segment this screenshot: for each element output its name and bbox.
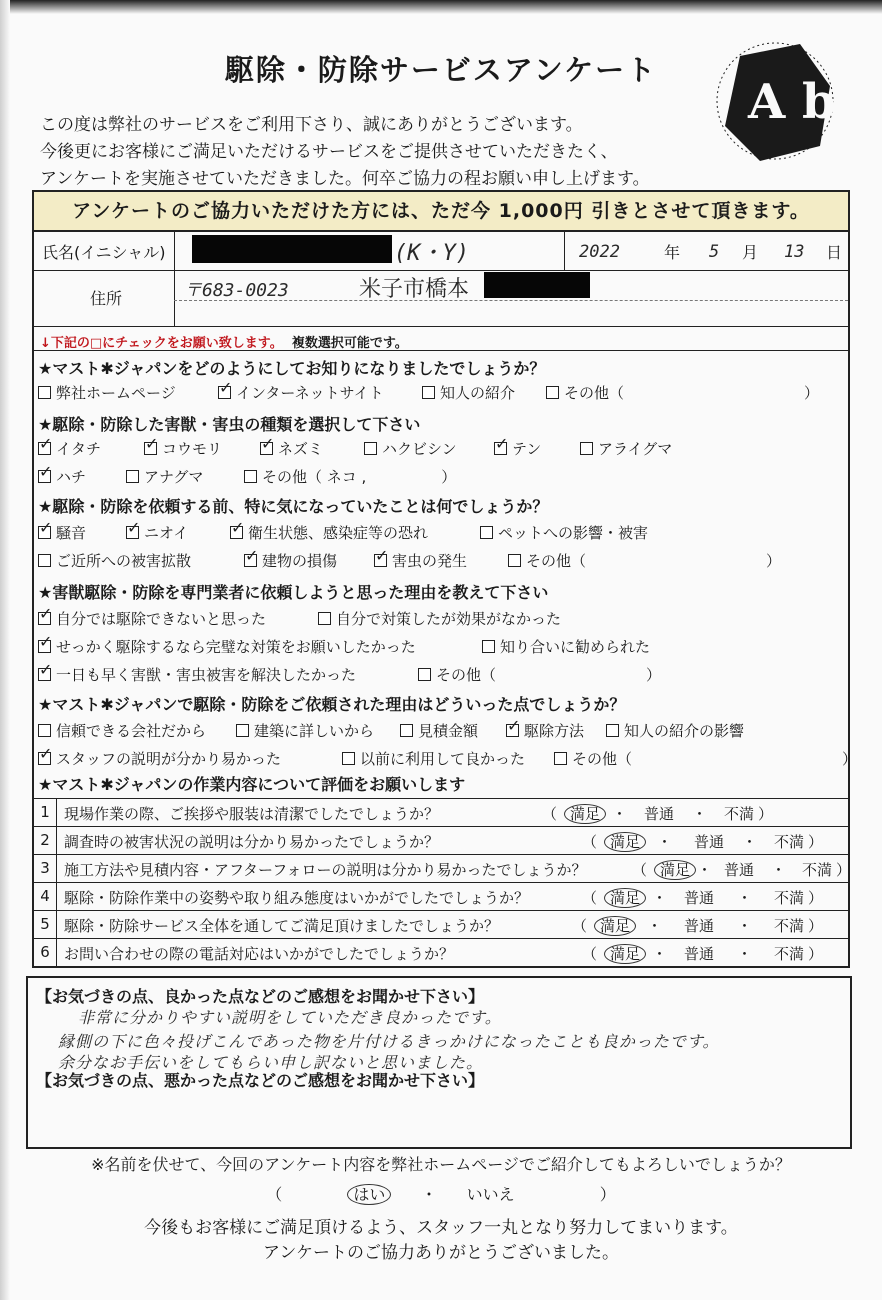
rating-title: ★マスト✱ジャパンの作業内容について評価をお願いします — [38, 775, 466, 794]
checkbox-label: その他（ ） — [564, 384, 820, 402]
name-label: 氏名(イニシャル) — [42, 243, 166, 262]
divider — [34, 798, 848, 799]
checkbox-label: 騒音 — [56, 524, 87, 542]
checkbox[interactable] — [38, 554, 51, 567]
checkbox-option[interactable] — [244, 466, 456, 487]
checkbox[interactable] — [244, 470, 257, 483]
checkbox-option[interactable] — [374, 550, 467, 571]
paren: （ — [542, 805, 558, 823]
section-title: ★害獣駆除・防除を専門業者に依頼しようと思った理由を教えて下さい — [38, 583, 549, 602]
intro-line: 今後更にお客様にご満足いただけるサービスをご提供させていただきたく、 — [40, 142, 618, 162]
address-value[interactable]: 米子市橋本 — [359, 277, 470, 302]
page-title: 駆除・防除サービスアンケート — [224, 53, 658, 87]
checkbox-label: 建物の損傷 — [262, 552, 338, 570]
rating-number: 2 — [40, 831, 50, 849]
intro-line: アンケートを実施させていただきました。何卒ご協力の程お願い申し上げます。 — [40, 169, 650, 189]
checkbox-label: 自分では駆除できないと思った — [56, 610, 267, 628]
redaction-bar — [192, 235, 392, 263]
checkbox-label: 自分で対策したが効果がなかった — [336, 610, 562, 628]
separator: ・ — [652, 945, 668, 963]
rating-choice[interactable]: 普通 — [684, 945, 715, 963]
checkbox[interactable] — [400, 724, 413, 737]
checkbox-option[interactable] — [422, 382, 515, 403]
postal-code[interactable]: 〒683-0023 — [184, 280, 289, 301]
rating-choice[interactable]: 普通 — [684, 889, 715, 907]
rating-choice-cell — [724, 859, 754, 880]
checkbox-label: 以前に利用して良かった — [360, 750, 526, 768]
comment-box — [26, 976, 852, 1149]
rating-choice-cell — [604, 887, 646, 908]
rating-choice-cell — [774, 887, 804, 908]
checkbox-label: 駆除方法 — [524, 722, 585, 740]
rating-number: 4 — [40, 887, 50, 905]
paren: ） — [808, 917, 824, 935]
divider — [34, 350, 848, 351]
discount-banner: アンケートのご協力いただけた方には、ただ今 1,000円 引きとさせて頂きます。 — [34, 192, 848, 232]
date-day[interactable]: 13 — [784, 242, 805, 262]
date-year[interactable]: 2022 — [579, 242, 620, 262]
checkbox-option[interactable] — [126, 522, 188, 543]
rating-question: お問い合わせの際の電話対応はいかがでしたでしょうか？ — [64, 945, 455, 963]
checkbox-label: イタチ — [56, 440, 102, 458]
checkbox-option[interactable] — [38, 636, 416, 657]
rating-number: 6 — [40, 943, 50, 961]
divider — [56, 798, 57, 966]
rating-choice-cell — [684, 943, 714, 964]
closing-line: 今後もお客様にご満足頂けるよう、スタッフ一丸となり努力してまいります。 — [144, 1218, 738, 1238]
checkbox[interactable] — [422, 386, 435, 399]
rating-choice-cell — [604, 943, 646, 964]
comment-line[interactable]: 余分なお手伝いをしてもらい申し訳ないと思いました。 — [58, 1053, 484, 1072]
date-day-unit: 日 — [826, 243, 843, 262]
checkbox[interactable] — [494, 442, 507, 455]
rating-number: 1 — [40, 803, 50, 821]
good-points-title: 【お気づきの点、良かった点などのご感想をお聞かせ下さい】 — [36, 987, 485, 1006]
paren: ） — [758, 805, 774, 823]
rating-choice-cell — [774, 915, 804, 936]
redaction-bar — [484, 272, 590, 298]
checkbox[interactable] — [606, 724, 619, 737]
checkbox-label: ハクビシン — [382, 440, 457, 458]
checkbox-label: せっかく駆除するなら完璧な対策をお願いしたかった — [56, 638, 416, 656]
section-title: ★駆除・防除した害獣・害虫の種類を選択して下さい — [38, 415, 421, 434]
checkbox[interactable] — [364, 442, 377, 455]
rating-number: 5 — [40, 915, 50, 933]
paren-open: （ — [266, 1185, 283, 1204]
rating-choice-cell — [774, 943, 804, 964]
company-logo — [700, 26, 850, 176]
rating-choice[interactable]: 普通 — [644, 805, 675, 823]
checkbox-label: ニオイ — [144, 524, 189, 542]
checkbox-label: 衛生状態、感染症等の恐れ — [248, 524, 429, 542]
checkbox-option[interactable] — [38, 550, 191, 571]
checkbox[interactable] — [38, 752, 51, 765]
checkbox-option[interactable] — [38, 438, 101, 459]
checkbox[interactable] — [126, 526, 139, 539]
rating-number: 3 — [40, 859, 50, 877]
checkbox[interactable] — [218, 386, 231, 399]
divider — [564, 230, 565, 270]
checkbox-option[interactable] — [606, 720, 744, 741]
note-red: ↓下記の□にチェックをお願い致します。 — [40, 336, 283, 351]
separator: ・ — [657, 833, 673, 851]
publish-choice: （ はい ・ いいえ ） — [266, 1185, 616, 1204]
checkbox[interactable] — [480, 526, 493, 539]
rating-choice[interactable]: 満足 — [594, 916, 636, 936]
rating-choice[interactable]: 普通 — [724, 861, 755, 879]
checkbox-option[interactable] — [318, 608, 561, 629]
survey-table — [32, 190, 858, 968]
checkbox-option[interactable] — [244, 550, 337, 571]
checkbox[interactable] — [230, 526, 243, 539]
separator: ・ — [692, 805, 708, 823]
checkbox-label: 信頼できる会社だから — [56, 722, 207, 740]
checkbox-label: 知人の紹介 — [440, 384, 516, 402]
checkbox[interactable] — [508, 554, 521, 567]
checkbox-option[interactable] — [38, 522, 86, 543]
rating-choice-cell — [774, 831, 804, 852]
checkbox[interactable] — [236, 724, 249, 737]
rating-choice-cell — [724, 803, 754, 824]
checkbox[interactable] — [38, 640, 51, 653]
checkbox-option[interactable] — [400, 720, 478, 741]
rating-choice[interactable]: 満足 — [604, 888, 646, 908]
rating-choice[interactable]: 不満 — [774, 917, 805, 935]
divider — [34, 910, 848, 911]
separator: ・ — [737, 917, 753, 935]
checkbox[interactable] — [546, 386, 559, 399]
checkbox[interactable] — [260, 442, 273, 455]
date-month-unit: 月 — [742, 243, 759, 262]
logo-text: A b — [748, 74, 836, 130]
checkbox-label: ネズミ — [278, 440, 324, 458]
closing-line: アンケートのご協力ありがとうございました。 — [263, 1243, 619, 1263]
rating-choice-cell — [654, 859, 696, 880]
rating-choice[interactable]: 不満 — [774, 833, 805, 851]
divider — [174, 230, 175, 326]
checkbox-option[interactable] — [480, 522, 648, 543]
checkbox-option[interactable] — [236, 720, 374, 741]
separator: ・ — [737, 945, 753, 963]
checkbox[interactable] — [38, 612, 51, 625]
divider — [34, 882, 848, 883]
checkbox-option[interactable] — [38, 720, 206, 741]
checkbox[interactable] — [38, 668, 51, 681]
checkbox-option[interactable] — [580, 438, 672, 459]
paren: ） — [808, 833, 824, 851]
checkbox-label: 建築に詳しいから — [254, 722, 375, 740]
paren: （ — [632, 861, 648, 879]
checkbox-option[interactable] — [38, 748, 281, 769]
checkbox-label: スタッフの説明が分かり易かった — [56, 750, 282, 768]
scan-shadow-top — [0, 0, 882, 14]
rating-choice[interactable]: 不満 — [774, 945, 805, 963]
yes-option[interactable]: はい — [347, 1184, 391, 1205]
rating-choice-cell — [604, 831, 646, 852]
checkbox-option[interactable] — [144, 438, 222, 459]
rating-choice[interactable]: 満足 — [604, 944, 646, 964]
rating-choice[interactable]: 満足 — [604, 832, 646, 852]
checkbox-option[interactable] — [38, 466, 86, 487]
checkbox-option[interactable] — [230, 522, 428, 543]
checkbox[interactable] — [418, 668, 431, 681]
checkbox-option[interactable] — [38, 608, 266, 629]
checkbox[interactable] — [342, 752, 355, 765]
intro-line: この度は弊社のサービスをご利用下さり、誠にありがとうございます。 — [40, 115, 583, 135]
rating-choice-cell — [644, 803, 674, 824]
paren-close: ） — [599, 1185, 616, 1204]
checkbox-label: ハチ — [56, 468, 87, 486]
rating-choice-cell — [684, 887, 714, 908]
checkbox-label: 知り合いに勧められた — [500, 638, 651, 656]
comment-line[interactable]: 縁側の下に色々投げこんであった物を片付けるきっかけになったことも良かったです。 — [58, 1032, 720, 1051]
date-year-unit: 年 — [664, 243, 681, 262]
rating-question: 施工方法や見積内容・アフターフォローの説明は分かり易かったでしょうか？ — [64, 861, 587, 879]
rating-choice-cell — [564, 803, 606, 824]
rating-choice[interactable]: 普通 — [694, 833, 725, 851]
no-option[interactable]: いいえ — [466, 1185, 515, 1204]
paren: （ — [582, 945, 598, 963]
checkbox[interactable] — [482, 640, 495, 653]
address-label: 住所 — [90, 289, 123, 308]
checkbox[interactable] — [38, 470, 51, 483]
checkbox-option[interactable] — [554, 748, 857, 769]
rating-choice-cell — [594, 915, 636, 936]
paren: ） — [808, 889, 824, 907]
rating-choice[interactable]: 満足 — [564, 804, 606, 824]
rating-choice[interactable]: 普通 — [684, 917, 715, 935]
date-month[interactable]: 5 — [709, 242, 720, 262]
checkbox[interactable] — [554, 752, 567, 765]
checkbox-option[interactable] — [508, 550, 781, 571]
separator: ・ — [771, 861, 787, 879]
comment-line[interactable]: 非常に分かりやすい説明をしていただき良かったです。 — [78, 1008, 502, 1027]
checkbox-label: ご近所への被害拡散 — [56, 552, 192, 570]
divider — [34, 326, 848, 327]
checkbox-option[interactable] — [218, 382, 384, 403]
checkbox-label: その他（ ） — [572, 750, 858, 768]
checkbox-label: その他（ ） — [436, 666, 662, 684]
separator: ・ — [742, 833, 758, 851]
checkbox-label: アライグマ — [598, 440, 673, 458]
name-initials[interactable]: (K・Y) — [394, 241, 469, 266]
publish-question: ※名前を伏せて、今回のアンケート内容を弊社ホームページでご紹介してもよろしいでしょうか？ — [91, 1155, 791, 1174]
checkbox-label: その他（ ネコ , ） — [262, 468, 457, 486]
rating-choice[interactable]: 満足 — [654, 860, 696, 880]
checkbox-option[interactable] — [482, 636, 650, 657]
checkbox-label: ペットへの影響・被害 — [498, 524, 649, 542]
paren: （ — [582, 889, 598, 907]
checkbox-label: 知人の紹介の影響 — [624, 722, 745, 740]
rating-question: 駆除・防除作業中の姿勢や取り組み態度はいかがでしたでしょうか？ — [64, 889, 530, 907]
note-black: 複数選択可能です。 — [291, 336, 408, 351]
separator: ・ — [697, 861, 713, 879]
checkbox-option[interactable] — [546, 382, 819, 403]
bad-points-title: 【お気づきの点、悪かった点などのご感想をお聞かせ下さい】 — [36, 1071, 485, 1090]
divider — [34, 854, 848, 855]
paren: ） — [808, 945, 824, 963]
checkbox-option[interactable] — [38, 664, 356, 685]
checkbox[interactable] — [244, 554, 257, 567]
separator: ・ — [647, 917, 663, 935]
rating-question: 現場作業の際、ご挨拶や服装は清潔でしたでしょうか？ — [64, 805, 440, 823]
section-title: ★マスト✱ジャパンで駆除・防除をご依頼された理由はどういった点でしょうか？ — [38, 695, 626, 714]
paren: （ — [582, 833, 598, 851]
checkbox[interactable] — [38, 442, 51, 455]
rating-choice[interactable]: 不満 — [724, 805, 755, 823]
checkbox-label: 弊社ホームページ — [56, 384, 176, 402]
checkbox[interactable] — [144, 442, 157, 455]
checkbox[interactable] — [38, 724, 51, 737]
divider — [34, 826, 848, 827]
checkbox-option[interactable] — [418, 664, 661, 685]
checkbox-option[interactable] — [38, 382, 176, 403]
divider — [34, 938, 848, 939]
checkbox-option[interactable] — [126, 466, 203, 487]
checkbox[interactable] — [374, 554, 387, 567]
checkbox[interactable] — [506, 724, 519, 737]
checkbox[interactable] — [38, 386, 51, 399]
checkbox-option[interactable] — [260, 438, 323, 459]
checkbox-label: その他（ ） — [526, 552, 782, 570]
scan-shadow-left — [0, 0, 10, 1300]
checkbox[interactable] — [126, 470, 139, 483]
checkbox-label: アナグマ — [144, 468, 204, 486]
intro-text — [40, 112, 650, 193]
checkbox-option[interactable] — [494, 438, 541, 459]
instruction-note — [40, 332, 408, 351]
rating-choice-cell — [802, 859, 832, 880]
paren: ） — [836, 861, 852, 879]
paren: （ — [572, 917, 588, 935]
section-title: ★マスト✱ジャパンをどのようにしてお知りになりましたでしょうか？ — [38, 359, 546, 378]
checkbox-label: 一日も早く害獣・害虫被害を解決したかった — [56, 666, 357, 684]
checkbox-option[interactable] — [364, 438, 457, 459]
checkbox-label: コウモリ — [162, 440, 223, 458]
divider — [34, 270, 848, 271]
checkbox-option[interactable] — [506, 720, 584, 741]
checkbox-label: 見積金額 — [418, 722, 479, 740]
rating-choice-cell — [684, 915, 714, 936]
checkbox-label: 害虫の発生 — [392, 552, 468, 570]
checkbox-label: テン — [512, 440, 542, 458]
rating-question: 駆除・防除サービス全体を通してご満足頂けましたでしょうか？ — [64, 917, 500, 935]
rating-choice-cell — [694, 831, 724, 852]
rating-question: 調査時の被害状況の説明は分かり易かったでしょうか？ — [64, 833, 440, 851]
checkbox[interactable] — [318, 612, 331, 625]
checkbox[interactable] — [580, 442, 593, 455]
separator: ・ — [737, 889, 753, 907]
rating-choice[interactable]: 不満 — [774, 889, 805, 907]
checkbox[interactable] — [38, 526, 51, 539]
checkbox-option[interactable] — [342, 748, 525, 769]
separator: ・ — [612, 805, 628, 823]
checkbox-label: インターネットサイト — [236, 384, 384, 402]
rating-choice[interactable]: 不満 — [802, 861, 833, 879]
separator: ・ — [652, 889, 668, 907]
section-title: ★駆除・防除を依頼する前、特に気になっていたことは何でしょうか？ — [38, 497, 549, 516]
